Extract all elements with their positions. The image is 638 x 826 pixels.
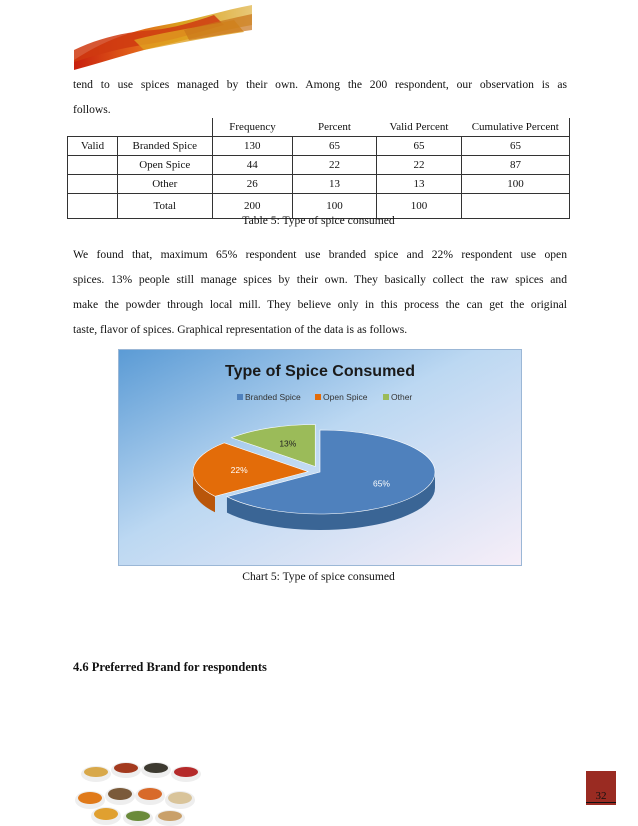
legend-swatch — [237, 394, 243, 400]
section-heading: 4.6 Preferred Brand for respondents — [73, 660, 267, 674]
pie-data-label: 13% — [279, 438, 297, 449]
cell-frequency: 26 — [212, 175, 293, 194]
cell-frequency: 44 — [212, 156, 293, 175]
cell-percent: 100 — [293, 194, 377, 219]
row-label: Other — [118, 175, 213, 194]
spice-powder-image — [74, 0, 252, 70]
cell-frequency: 200 — [212, 194, 293, 219]
header-frequency: Frequency — [212, 118, 293, 137]
chart-caption: Chart 5: Type of spice consumed — [242, 570, 395, 583]
row-label: Branded Spice — [118, 137, 213, 156]
header-valid-percent: Valid Percent — [389, 121, 449, 133]
cell-percent: 22 — [293, 156, 377, 175]
cell-valid-percent: 100 — [377, 194, 462, 219]
header-percent: Percent — [318, 121, 351, 133]
pie-chart-svg — [119, 350, 521, 565]
group-label: Valid — [68, 137, 118, 156]
page-number: 32 — [586, 790, 616, 803]
table-row — [68, 156, 570, 175]
cell-cumulative-percent: 65 — [462, 137, 570, 156]
cell-valid-percent: 13 — [377, 175, 462, 194]
intro-line: follows. — [73, 103, 111, 116]
findings-paragraph — [73, 242, 567, 342]
cell-valid-percent: 65 — [377, 137, 462, 156]
table-row — [68, 137, 570, 156]
spice-bowls-image — [74, 756, 208, 826]
pie-data-label: 65% — [372, 478, 390, 489]
row-label: Open Spice — [118, 156, 213, 175]
header-cumulative-percent: Cumulative Percent — [462, 118, 570, 137]
chart-title: Type of Spice Consumed — [225, 363, 415, 380]
cell-valid-percent: 22 — [377, 156, 462, 175]
cell-percent: 13 — [293, 175, 377, 194]
cell-frequency: 130 — [212, 137, 293, 156]
table-caption: Table 5: Type of spice consumed — [242, 214, 395, 227]
findings-line: spices. 13% people still manage spices by their own. They basically collect the raw spices and — [73, 273, 567, 286]
pie-chart — [118, 349, 522, 566]
findings-line: We found that, maximum 65% respondent use branded spice and 22% respondent use open — [73, 248, 567, 261]
frequency-table — [67, 118, 570, 219]
cell-cumulative-percent: 100 — [462, 175, 570, 194]
pie-data-label: 22% — [230, 465, 248, 476]
legend-swatch — [315, 394, 321, 400]
legend-label: Open Spice — [323, 392, 368, 402]
intro-line: tend to use spices managed by their own. Among the 200 respondent, our observation is as — [73, 78, 567, 91]
findings-line: taste, flavor of spices. Graphical representation of the data is as follows. — [73, 323, 408, 336]
findings-line: make the powder through local mill. They believe only in this process the can get the original — [73, 298, 567, 311]
intro-paragraph — [73, 72, 567, 122]
table-header-row — [68, 118, 570, 137]
legend-swatch — [383, 394, 389, 400]
table-row — [68, 175, 570, 194]
legend-label: Other — [391, 392, 413, 402]
cell-cumulative-percent: 87 — [462, 156, 570, 175]
cell-percent: 65 — [293, 137, 377, 156]
row-label: Total — [118, 194, 213, 219]
legend-label: Branded Spice — [245, 392, 301, 402]
